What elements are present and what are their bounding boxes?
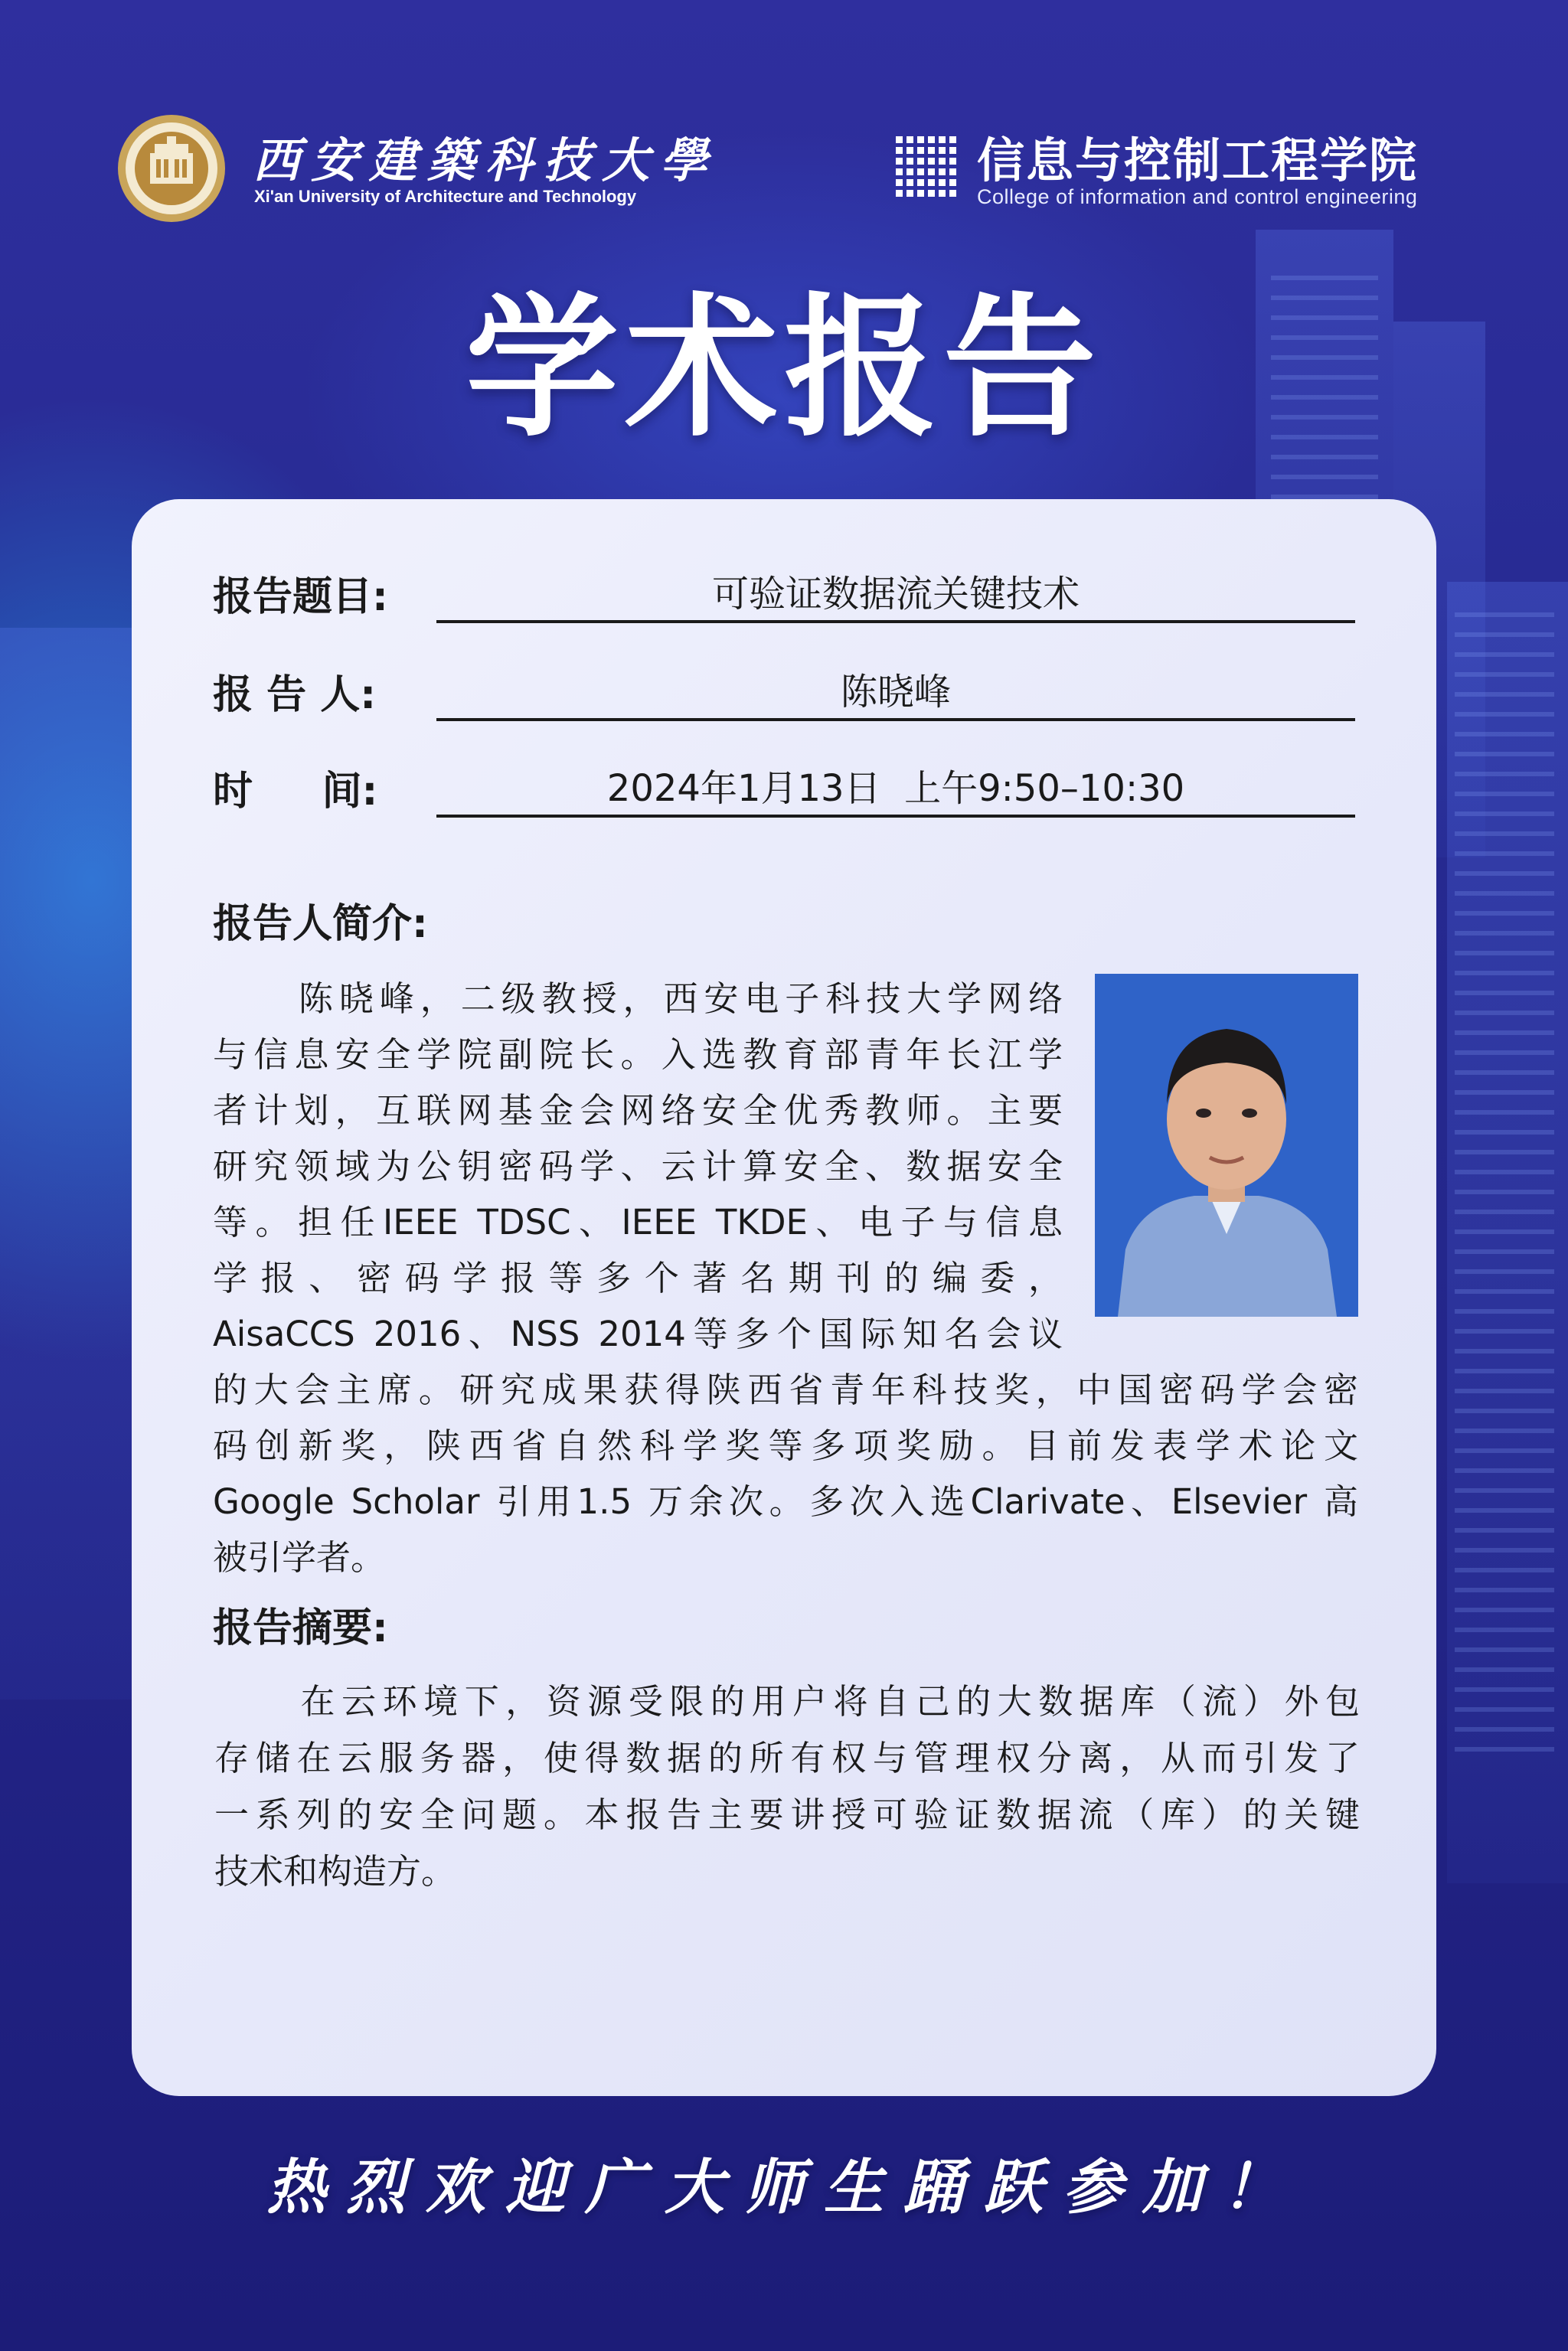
college-name-en: College of information and control engineering <box>977 185 1418 208</box>
bio-line: 陈晓峰，二级教授，西安电子科技大学网络 <box>292 978 1063 1019</box>
college-logo-icon <box>893 132 962 205</box>
speaker-underline <box>436 718 1355 721</box>
bio-line: 的大会主席。研究成果获得陕西省青年科技奖，中国密码学会密 <box>213 1370 1358 1410</box>
bio-line: 学报、密码学报等多个著名期刊的编委， <box>213 1258 1063 1298</box>
bio-line: 与信息安全学院副院长。入选教育部青年长江学 <box>213 1034 1063 1075</box>
time-value: 2024年1月13日 上午9:50–10:30 <box>606 767 1185 810</box>
bio-heading: 报告人简介: <box>213 901 428 947</box>
abstract-heading: 报告摘要: <box>213 1605 388 1651</box>
speaker-label: 报 告 人: <box>213 672 377 718</box>
footer-slogan: 热烈欢迎广大师生踊跃参加！ <box>266 2153 1302 2222</box>
university-name-cn: 西安建築科技大學 <box>253 132 719 188</box>
abstract-line: 技术和构造方。 <box>214 1851 456 1892</box>
speaker-row <box>213 664 1361 726</box>
bio-line: 研究领域为公钥密码学、云计算安全、数据安全 <box>213 1146 1063 1187</box>
bio-line: 等。担任IEEE TDSC、IEEE TKDE、电子与信息 <box>213 1202 1063 1242</box>
time-underline <box>436 815 1355 818</box>
topic-label: 报告题目: <box>213 574 388 620</box>
bio-line: 者计划，互联网基金会网络安全优秀教师。主要 <box>213 1090 1063 1131</box>
topic-value: 可验证数据流关键技术 <box>711 573 1080 616</box>
college-name-cn: 信息与控制工程学院 <box>977 132 1419 188</box>
topic-underline <box>436 620 1355 623</box>
bio-line: 被引学者。 <box>213 1537 386 1578</box>
abstract-line: 存储在云服务器，使得数据的所有权与管理权分离，从而引发了 <box>214 1738 1360 1778</box>
building-windows <box>1455 612 1554 1761</box>
speaker-photo <box>1095 974 1358 1317</box>
abstract-line: 在云环境下，资源受限的用户将自己的大数据库（流）外包 <box>294 1681 1360 1722</box>
university-name-en: Xi'an University of Architecture and Technology <box>254 187 637 206</box>
speaker-value: 陈晓峰 <box>840 671 951 713</box>
header <box>0 0 1568 230</box>
bio-line: AisaCCS 2016、NSS 2014等多个国际知名会议 <box>213 1314 1063 1354</box>
time-label: 时 间: <box>213 769 378 815</box>
time-row <box>213 761 1361 822</box>
university-emblem-icon <box>116 113 227 224</box>
building-shape <box>0 628 132 1700</box>
abstract-text <box>214 1673 1360 1900</box>
bio-line: 码创新奖，陕西省自然科学奖等多项奖励。目前发表学术论文 <box>213 1425 1358 1466</box>
topic-row <box>213 567 1361 628</box>
bio-line: Google Scholar 引用1.5 万余次。多次入选Clarivate、Elsevier 高 <box>213 1481 1358 1522</box>
abstract-line: 一系列的安全问题。本报告主要讲授可验证数据流（库）的关键 <box>214 1794 1360 1835</box>
poster-title: 学术报告 <box>465 279 1102 458</box>
